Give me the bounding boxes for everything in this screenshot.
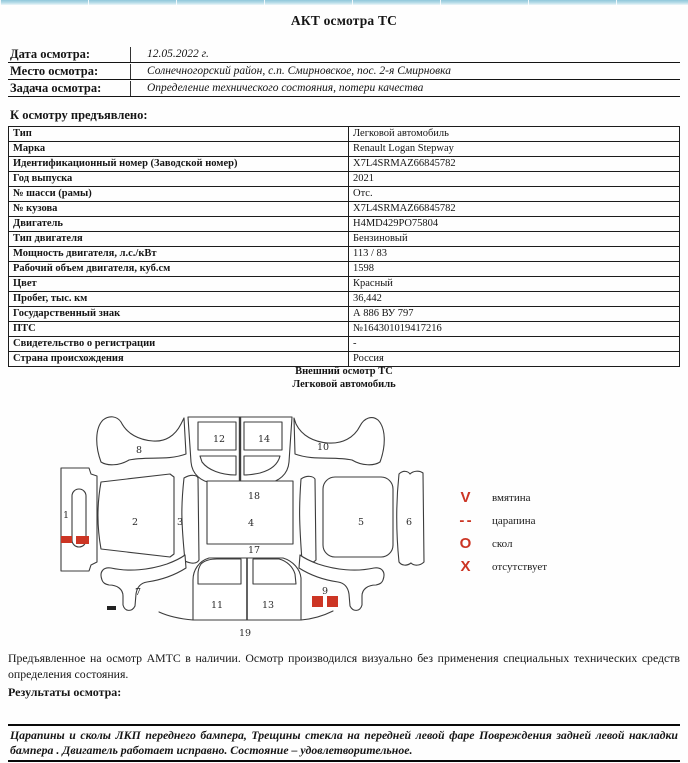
row-value: А 886 ВУ 797 [349, 307, 680, 322]
field-label: Задача осмотра: [10, 81, 102, 95]
field-value: 12.05.2022 г. [130, 47, 680, 62]
row-value: Бензиновый [349, 232, 680, 247]
table-row [9, 157, 680, 172]
header-row-place [8, 63, 680, 80]
row-value: Россия [349, 352, 680, 367]
panel-number-4: 4 [248, 518, 255, 529]
panel-number-8: 8 [136, 445, 143, 456]
table-row [9, 202, 680, 217]
damage-mark-rear-quarter [327, 596, 338, 607]
row-value: 1598 [349, 262, 680, 277]
panel-number-14: 14 [258, 434, 271, 445]
scratch-mark-front-bumper [61, 536, 72, 543]
table-row [9, 337, 680, 352]
row-value: Легковой автомобиль [349, 127, 680, 142]
panel-number-2: 2 [132, 517, 139, 528]
table-row [9, 277, 680, 292]
panel-number-9: 9 [322, 586, 329, 597]
dent-symbol-icon: V [460, 489, 470, 506]
row-label: № шасси (рамы) [9, 187, 349, 202]
row-value: Renault Logan Stepway [349, 142, 680, 157]
table-row [9, 172, 680, 187]
table-row [9, 247, 680, 262]
car-body-diagram [55, 412, 465, 644]
header-row-date [8, 46, 680, 63]
legend-item-chip [450, 532, 547, 555]
row-label: Тип двигателя [9, 232, 349, 247]
missing-symbol-icon: X [460, 558, 470, 575]
page-title: АКТ осмотра ТС [290, 13, 398, 28]
table-row [9, 352, 680, 367]
chip-symbol-icon: O [459, 535, 471, 552]
panel-number-5: 5 [358, 517, 365, 528]
table-row [9, 322, 680, 337]
table-row [9, 307, 680, 322]
row-value: Отс. [349, 187, 680, 202]
scratch-mark-front-bumper [76, 536, 89, 544]
field-value: Определение технического состояния, потери качества [130, 81, 680, 96]
panel-number-1: 1 [63, 510, 70, 521]
panel-number-3: 3 [177, 517, 184, 528]
row-label: Идентификационный номер (Заводской номер) [9, 157, 349, 172]
row-value: №164301019417216 [349, 322, 680, 337]
table-row [9, 187, 680, 202]
row-label: Марка [9, 142, 349, 157]
row-value: 36,442 [349, 292, 680, 307]
legend-label: отсутствует [492, 560, 548, 573]
row-label: Свидетельство о регистрации [9, 337, 349, 352]
table-row [9, 142, 680, 157]
panel-number-17: 17 [248, 545, 261, 556]
damage-mark-rear-quarter [312, 596, 323, 607]
row-label: Мощность двигателя, л.с./кВт [9, 247, 349, 262]
field-label: Место осмотра: [10, 64, 99, 78]
table-row [9, 217, 680, 232]
row-label: № кузова [9, 202, 349, 217]
legend-item-missing [450, 555, 547, 578]
legend-label: скол [492, 537, 513, 550]
top-blue-strip [0, 0, 688, 5]
exterior-title-line2: Легковой автомобиль [292, 378, 396, 390]
field-label: Дата осмотра: [10, 47, 91, 61]
panel-number-13: 13 [262, 600, 275, 611]
footer-notes [8, 650, 680, 700]
row-value: - [349, 337, 680, 352]
header-row-task [8, 80, 680, 97]
panel-number-19: 19 [239, 628, 252, 639]
row-value: X7L4SRMAZ66845782 [349, 157, 680, 172]
table-row [9, 292, 680, 307]
damage-legend [450, 486, 547, 578]
row-value: H4MD429PO75804 [349, 217, 680, 232]
presence-paragraph: Предъявленное на осмотр АМТС в наличии. Осмотр производился визуально без применения специальных технических средств определения состояния. [8, 651, 680, 681]
row-label: Рабочий объем двигателя, куб.см [9, 262, 349, 277]
field-value: Солнечногорский район, с.п. Смирновское, пос. 2-я Смирновка [130, 64, 680, 79]
legend-item-dent [450, 486, 547, 509]
row-label: Пробег, тыс. км [9, 292, 349, 307]
panel-number-10: 10 [317, 442, 330, 453]
row-value: X7L4SRMAZ66845782 [349, 202, 680, 217]
row-value: Красный [349, 277, 680, 292]
table-row [9, 127, 680, 142]
legend-label: вмятина [492, 491, 531, 504]
exterior-section-title [0, 366, 688, 391]
row-value: 2021 [349, 172, 680, 187]
exterior-title-line1: Внешний осмотр ТС [295, 366, 393, 377]
vehicle-table-heading: К осмотру предъявлено: [10, 108, 148, 122]
row-label: Двигатель [9, 217, 349, 232]
row-label: Тип [9, 127, 349, 142]
panel-number-18: 18 [248, 491, 261, 502]
legend-item-scratch [450, 509, 547, 532]
table-row [9, 262, 680, 277]
vehicle-table [8, 126, 680, 367]
row-label: Год выпуска [9, 172, 349, 187]
header-fields [8, 46, 680, 97]
panel-number-11: 11 [211, 600, 224, 611]
panel-number-12: 12 [213, 434, 226, 445]
panel-number-6: 6 [406, 517, 413, 528]
row-value: 113 / 83 [349, 247, 680, 262]
row-label: Цвет [9, 277, 349, 292]
panel-number-7: 7 [135, 587, 142, 598]
results-heading: Результаты осмотра: [8, 685, 122, 699]
table-row [9, 232, 680, 247]
scratch-symbol-icon: - - [459, 512, 471, 529]
row-label: ПТС [9, 322, 349, 337]
row-label: Страна происхождения [9, 352, 349, 367]
legend-label: царапина [492, 514, 536, 527]
results-text-block: Царапины и сколы ЛКП переднего бампера, Трещины стекла на передней левой фаре Повреждения задней левой накладки бампера . Двигатель работает исправно. Состояние – удовлетворительное. [8, 724, 680, 762]
car-unfold-schematic [55, 412, 465, 644]
row-label: Государственный знак [9, 307, 349, 322]
